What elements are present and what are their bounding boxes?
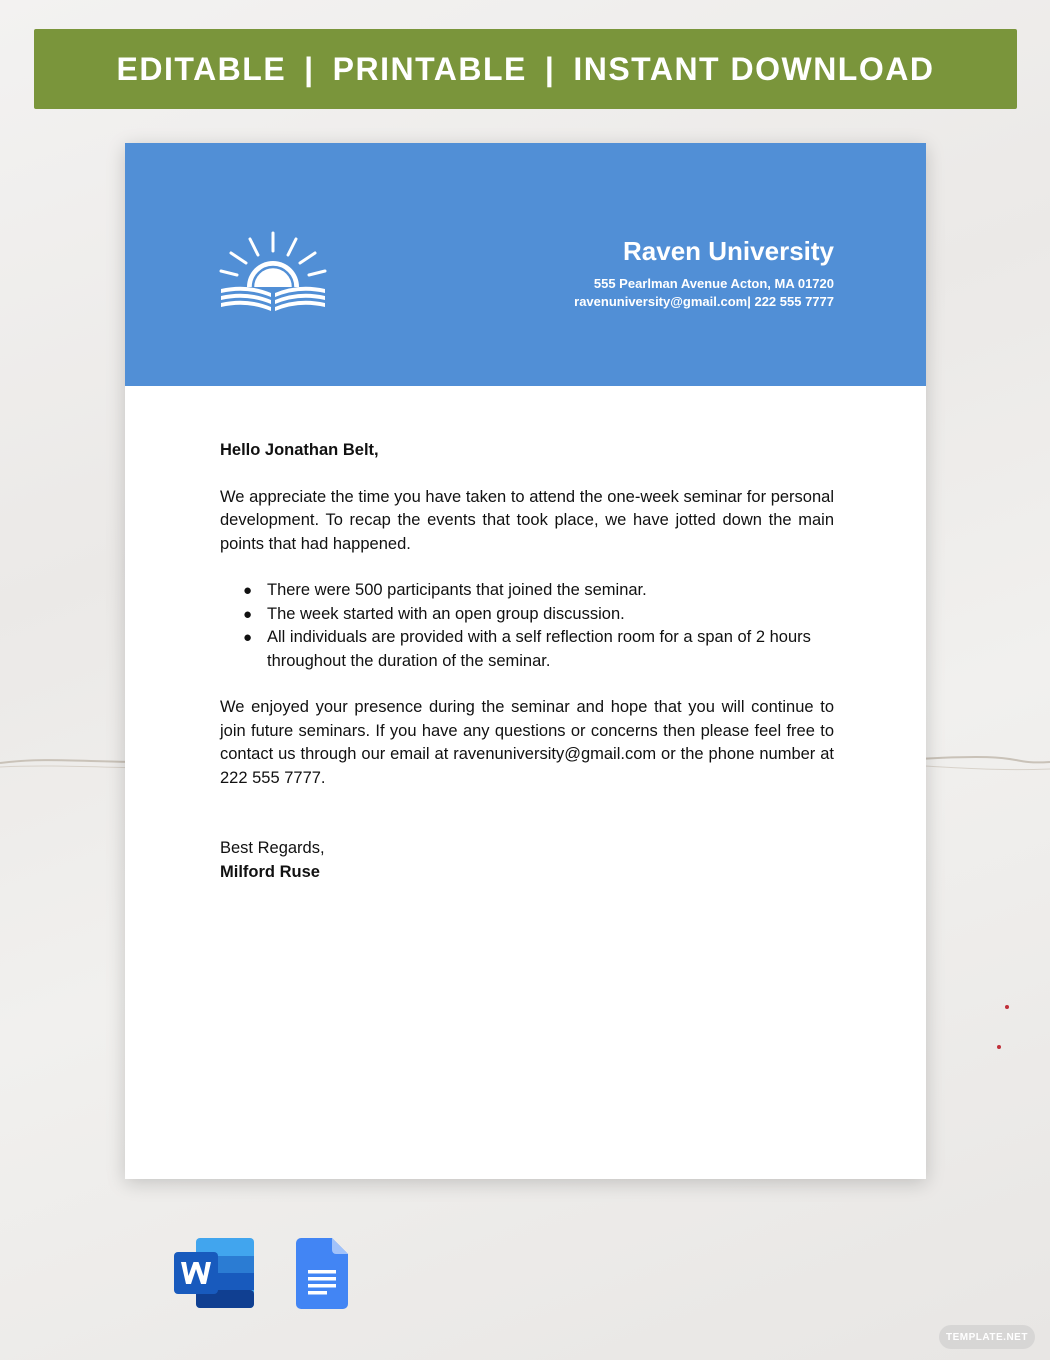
letterhead bbox=[125, 143, 926, 386]
letter-body bbox=[220, 439, 834, 884]
bullet-icon: ● bbox=[243, 605, 253, 623]
marble-speck bbox=[997, 1045, 1001, 1049]
list-item-text: The week started with an open group discussion. bbox=[267, 604, 625, 623]
sunrise-open-book-logo bbox=[217, 231, 329, 311]
bullet-icon: ● bbox=[243, 582, 253, 599]
letter-signer: Milford Ruse bbox=[220, 862, 320, 881]
microsoft-word-icon bbox=[174, 1238, 254, 1308]
organization-info bbox=[574, 236, 834, 311]
banner-item-instant-download: INSTANT DOWNLOAD bbox=[573, 50, 935, 87]
letter-bullet-list bbox=[220, 579, 834, 673]
promo-banner bbox=[34, 29, 1017, 109]
letter-intro-paragraph: We appreciate the time you have taken to attend the one-week seminar for personal development. To recap the events that took place, we have jotted down the main points that had happened. bbox=[220, 487, 834, 553]
letter-page bbox=[125, 143, 926, 1179]
banner-text bbox=[117, 51, 935, 88]
organization-name: Raven University bbox=[623, 236, 834, 266]
list-item-text: All individuals are provided with a self reflection room for a span of 2 hours throughout the duration of the seminar. bbox=[267, 628, 811, 670]
organization-address: 555 Pearlman Avenue Acton, MA 01720 bbox=[593, 276, 834, 291]
list-item bbox=[220, 626, 834, 673]
letter-outro-paragraph: We enjoyed your presence during the seminar and hope that you will continue to join future seminars. If you have any questions or concerns then please feel free to contact us through our email at ravenuniversity@gmail.com or the phone number at 222 555 7777. bbox=[220, 698, 834, 787]
marble-speck bbox=[1005, 1005, 1009, 1009]
banner-item-printable: PRINTABLE bbox=[332, 50, 527, 87]
banner-separator: | bbox=[304, 50, 315, 87]
banner-item-editable: EDITABLE bbox=[116, 50, 287, 87]
bullet-icon: ● bbox=[243, 629, 253, 646]
google-docs-icon bbox=[296, 1238, 348, 1309]
list-item-text: There were 500 participants that joined the seminar. bbox=[267, 581, 647, 599]
template-watermark: TEMPLATE.NET bbox=[939, 1325, 1035, 1349]
letter-greeting: Hello Jonathan Belt, bbox=[220, 441, 379, 459]
organization-contact: ravenuniversity@gmail.com| 222 555 7777 bbox=[574, 294, 834, 309]
letter-closing: Best Regards, bbox=[220, 839, 325, 857]
list-item bbox=[220, 579, 834, 603]
banner-separator: | bbox=[544, 50, 556, 87]
list-item bbox=[220, 603, 834, 627]
